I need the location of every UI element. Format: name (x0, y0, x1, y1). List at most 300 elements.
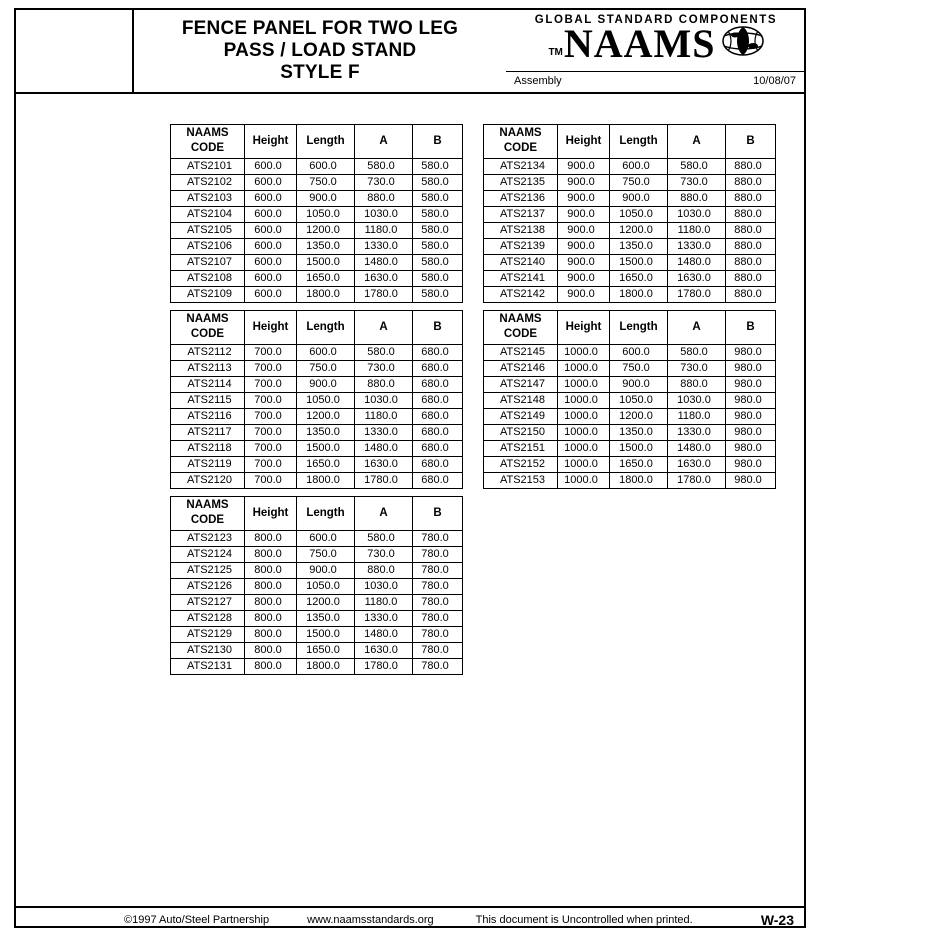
cell-a: 1630.0 (355, 643, 413, 659)
table-header-row (171, 497, 463, 531)
table-row (171, 579, 463, 595)
cell-a: 880.0 (355, 191, 413, 207)
cell-height: 600.0 (245, 223, 297, 239)
cell-height: 600.0 (245, 255, 297, 271)
table-row (171, 271, 463, 287)
table-row (171, 239, 463, 255)
cell-b: 680.0 (413, 425, 463, 441)
cell-length: 1200.0 (297, 223, 355, 239)
cell-code: ATS2153 (484, 473, 558, 489)
title-block (14, 8, 806, 94)
header-naams-code: NAAMS CODE (484, 311, 558, 345)
cell-height: 800.0 (245, 531, 297, 547)
cell-b: 880.0 (726, 175, 776, 191)
cell-length: 1800.0 (297, 659, 355, 675)
title-left-cell (14, 8, 134, 92)
page-number: W-23 (760, 912, 794, 928)
cell-a: 580.0 (355, 159, 413, 175)
table-row (171, 441, 463, 457)
table-row (484, 393, 776, 409)
cell-height: 600.0 (245, 191, 297, 207)
header-naams-code: NAAMS CODE (171, 497, 245, 531)
cell-height: 900.0 (558, 175, 610, 191)
cell-b: 580.0 (413, 255, 463, 271)
cell-height: 900.0 (558, 207, 610, 223)
cell-height: 800.0 (245, 547, 297, 563)
cell-code: ATS2107 (171, 255, 245, 271)
cell-a: 1630.0 (355, 271, 413, 287)
table-800 (170, 496, 463, 675)
cell-a: 1480.0 (668, 255, 726, 271)
cell-code: ATS2108 (171, 271, 245, 287)
cell-a: 1030.0 (668, 393, 726, 409)
cell-code: ATS2135 (484, 175, 558, 191)
cell-length: 600.0 (610, 345, 668, 361)
cell-height: 600.0 (245, 287, 297, 303)
cell-code: ATS2151 (484, 441, 558, 457)
cell-b: 580.0 (413, 223, 463, 239)
cell-length: 1500.0 (297, 441, 355, 457)
cell-code: ATS2141 (484, 271, 558, 287)
brand-tagline: GLOBAL STANDARD COMPONENTS (534, 14, 778, 26)
drawing-title (134, 8, 506, 92)
cell-code: ATS2147 (484, 377, 558, 393)
cell-height: 900.0 (558, 239, 610, 255)
cell-b: 880.0 (726, 271, 776, 287)
cell-a: 730.0 (355, 175, 413, 191)
cell-code: ATS2101 (171, 159, 245, 175)
cell-code: ATS2124 (171, 547, 245, 563)
cell-length: 1800.0 (297, 287, 355, 303)
cell-height: 900.0 (558, 255, 610, 271)
table-900 (483, 124, 776, 303)
cell-length: 600.0 (297, 345, 355, 361)
cell-length: 1500.0 (610, 255, 668, 271)
cell-a: 880.0 (668, 377, 726, 393)
header-b: B (413, 497, 463, 531)
cell-b: 980.0 (726, 457, 776, 473)
table-row (171, 393, 463, 409)
table-row (484, 425, 776, 441)
trademark-label: TM (548, 47, 563, 58)
cell-length: 1050.0 (297, 393, 355, 409)
cell-code: ATS2119 (171, 457, 245, 473)
cell-code: ATS2125 (171, 563, 245, 579)
table-header-row (484, 311, 776, 345)
cell-a: 1030.0 (668, 207, 726, 223)
cell-code: ATS2117 (171, 425, 245, 441)
cell-height: 700.0 (245, 425, 297, 441)
table-1000 (483, 310, 776, 489)
table-row (171, 611, 463, 627)
table-row (171, 191, 463, 207)
cell-length: 1500.0 (610, 441, 668, 457)
table-row (484, 409, 776, 425)
cell-length: 1650.0 (610, 271, 668, 287)
cell-height: 700.0 (245, 441, 297, 457)
table-row (171, 627, 463, 643)
cell-length: 1350.0 (610, 425, 668, 441)
cell-a: 580.0 (668, 159, 726, 175)
table-row (484, 255, 776, 271)
table-row (171, 643, 463, 659)
cell-a: 880.0 (355, 563, 413, 579)
cell-height: 900.0 (558, 223, 610, 239)
footer-note: This document is Uncontrolled when printed. (475, 914, 693, 926)
header-b: B (413, 311, 463, 345)
header-height: Height (558, 125, 610, 159)
cell-length: 900.0 (610, 377, 668, 393)
cell-a: 1780.0 (355, 473, 413, 489)
cell-code: ATS2127 (171, 595, 245, 611)
cell-a: 1630.0 (668, 271, 726, 287)
cell-length: 1350.0 (297, 611, 355, 627)
cell-height: 900.0 (558, 287, 610, 303)
table-row (484, 473, 776, 489)
cell-b: 680.0 (413, 361, 463, 377)
table-row (171, 377, 463, 393)
cell-code: ATS2118 (171, 441, 245, 457)
cell-length: 900.0 (610, 191, 668, 207)
cell-length: 600.0 (610, 159, 668, 175)
title-line-2: PASS / LOAD STAND (223, 40, 417, 61)
table-row (484, 345, 776, 361)
cell-height: 1000.0 (558, 425, 610, 441)
title-line-1: FENCE PANEL FOR TWO LEG (181, 18, 459, 39)
cell-b: 980.0 (726, 377, 776, 393)
cell-b: 580.0 (413, 207, 463, 223)
header-naams-code: NAAMS CODE (484, 125, 558, 159)
cell-height: 1000.0 (558, 345, 610, 361)
cell-a: 1480.0 (668, 441, 726, 457)
cell-code: ATS2116 (171, 409, 245, 425)
cell-b: 580.0 (413, 287, 463, 303)
cell-a: 730.0 (355, 547, 413, 563)
assembly-label: Assembly (514, 74, 562, 87)
table-row (484, 207, 776, 223)
cell-b: 780.0 (413, 579, 463, 595)
cell-length: 1200.0 (297, 595, 355, 611)
cell-code: ATS2142 (484, 287, 558, 303)
cell-a: 1630.0 (355, 457, 413, 473)
cell-b: 980.0 (726, 361, 776, 377)
cell-b: 880.0 (726, 159, 776, 175)
table-row (484, 361, 776, 377)
drawing-date: 10/08/07 (753, 74, 796, 87)
cell-a: 1630.0 (668, 457, 726, 473)
cell-height: 800.0 (245, 627, 297, 643)
cell-code: ATS2126 (171, 579, 245, 595)
cell-length: 1350.0 (297, 239, 355, 255)
cell-length: 1350.0 (610, 239, 668, 255)
table-header-row (171, 311, 463, 345)
brand-logo-row (506, 21, 806, 66)
cell-length: 750.0 (610, 361, 668, 377)
page-footer (14, 906, 806, 932)
cell-b: 880.0 (726, 223, 776, 239)
cell-code: ATS2129 (171, 627, 245, 643)
cell-a: 1330.0 (668, 239, 726, 255)
table-row (171, 595, 463, 611)
cell-code: ATS2148 (484, 393, 558, 409)
cell-length: 900.0 (297, 377, 355, 393)
cell-code: ATS2149 (484, 409, 558, 425)
cell-length: 1500.0 (297, 627, 355, 643)
cell-b: 780.0 (413, 547, 463, 563)
table-row (171, 547, 463, 563)
assembly-row (506, 71, 806, 89)
cell-a: 1480.0 (355, 627, 413, 643)
cell-length: 1650.0 (297, 457, 355, 473)
cell-code: ATS2115 (171, 393, 245, 409)
cell-length: 750.0 (297, 361, 355, 377)
cell-length: 750.0 (297, 175, 355, 191)
header-b: B (726, 311, 776, 345)
cell-code: ATS2145 (484, 345, 558, 361)
cell-code: ATS2112 (171, 345, 245, 361)
header-height: Height (245, 311, 297, 345)
cell-b: 680.0 (413, 409, 463, 425)
cell-a: 580.0 (355, 345, 413, 361)
cell-code: ATS2104 (171, 207, 245, 223)
table-row (484, 287, 776, 303)
table-row (171, 223, 463, 239)
cell-a: 1030.0 (355, 207, 413, 223)
cell-length: 1800.0 (297, 473, 355, 489)
cell-b: 980.0 (726, 425, 776, 441)
cell-a: 730.0 (668, 361, 726, 377)
table-row (484, 441, 776, 457)
table-row (484, 191, 776, 207)
cell-a: 1780.0 (668, 473, 726, 489)
header-height: Height (245, 125, 297, 159)
cell-b: 680.0 (413, 441, 463, 457)
header-length: Length (610, 311, 668, 345)
header-height: Height (558, 311, 610, 345)
cell-height: 800.0 (245, 579, 297, 595)
table-row (484, 457, 776, 473)
cell-length: 750.0 (610, 175, 668, 191)
cell-length: 1500.0 (297, 255, 355, 271)
cell-b: 680.0 (413, 377, 463, 393)
brand-name: NAAMS (563, 21, 716, 66)
cell-code: ATS2113 (171, 361, 245, 377)
cell-height: 800.0 (245, 563, 297, 579)
cell-code: ATS2152 (484, 457, 558, 473)
cell-length: 1200.0 (297, 409, 355, 425)
cell-a: 580.0 (668, 345, 726, 361)
cell-height: 800.0 (245, 595, 297, 611)
cell-height: 700.0 (245, 377, 297, 393)
table-row (171, 473, 463, 489)
table-row (171, 659, 463, 675)
cell-a: 730.0 (668, 175, 726, 191)
cell-height: 700.0 (245, 457, 297, 473)
cell-length: 900.0 (297, 191, 355, 207)
table-row (171, 531, 463, 547)
table-header-row (484, 125, 776, 159)
cell-a: 1330.0 (668, 425, 726, 441)
table-row (484, 175, 776, 191)
cell-b: 780.0 (413, 659, 463, 675)
cell-a: 1180.0 (355, 223, 413, 239)
cell-b: 980.0 (726, 441, 776, 457)
cell-a: 580.0 (355, 531, 413, 547)
cell-b: 580.0 (413, 271, 463, 287)
cell-b: 880.0 (726, 255, 776, 271)
cell-b: 880.0 (726, 287, 776, 303)
table-header-row (171, 125, 463, 159)
cell-code: ATS2136 (484, 191, 558, 207)
cell-height: 1000.0 (558, 441, 610, 457)
cell-b: 680.0 (413, 457, 463, 473)
cell-b: 680.0 (413, 473, 463, 489)
table-row (484, 223, 776, 239)
cell-b: 980.0 (726, 393, 776, 409)
table-row (484, 271, 776, 287)
cell-height: 900.0 (558, 191, 610, 207)
table-row (171, 361, 463, 377)
cell-code: ATS2140 (484, 255, 558, 271)
cell-length: 1200.0 (610, 409, 668, 425)
cell-length: 900.0 (297, 563, 355, 579)
cell-length: 1350.0 (297, 425, 355, 441)
cell-a: 1330.0 (355, 611, 413, 627)
cell-length: 1050.0 (297, 207, 355, 223)
cell-height: 900.0 (558, 159, 610, 175)
footer-url[interactable]: www.naamsstandards.org (307, 914, 434, 926)
cell-height: 800.0 (245, 659, 297, 675)
cell-code: ATS2109 (171, 287, 245, 303)
cell-code: ATS2146 (484, 361, 558, 377)
cell-height: 1000.0 (558, 457, 610, 473)
header-a: A (355, 125, 413, 159)
cell-a: 1030.0 (355, 393, 413, 409)
header-length: Length (297, 125, 355, 159)
cell-a: 1780.0 (668, 287, 726, 303)
cell-length: 1050.0 (610, 207, 668, 223)
cell-height: 700.0 (245, 345, 297, 361)
cell-height: 1000.0 (558, 409, 610, 425)
header-a: A (355, 497, 413, 531)
header-a: A (668, 125, 726, 159)
cell-a: 1330.0 (355, 425, 413, 441)
cell-b: 780.0 (413, 563, 463, 579)
cell-a: 1180.0 (355, 409, 413, 425)
cell-b: 880.0 (726, 239, 776, 255)
header-a: A (355, 311, 413, 345)
globe-icon (722, 26, 764, 61)
table-row (171, 563, 463, 579)
cell-a: 1330.0 (355, 239, 413, 255)
cell-code: ATS2130 (171, 643, 245, 659)
cell-height: 800.0 (245, 611, 297, 627)
cell-b: 580.0 (413, 191, 463, 207)
cell-height: 600.0 (245, 175, 297, 191)
cell-code: ATS2123 (171, 531, 245, 547)
cell-code: ATS2137 (484, 207, 558, 223)
table-row (171, 175, 463, 191)
cell-code: ATS2134 (484, 159, 558, 175)
cell-code: ATS2120 (171, 473, 245, 489)
tables-area (14, 94, 806, 928)
cell-b: 780.0 (413, 531, 463, 547)
table-row (171, 425, 463, 441)
cell-code: ATS2102 (171, 175, 245, 191)
cell-a: 1030.0 (355, 579, 413, 595)
cell-code: ATS2105 (171, 223, 245, 239)
cell-a: 1180.0 (355, 595, 413, 611)
cell-b: 780.0 (413, 595, 463, 611)
table-row (171, 345, 463, 361)
cell-height: 1000.0 (558, 361, 610, 377)
header-length: Length (297, 497, 355, 531)
cell-code: ATS2106 (171, 239, 245, 255)
table-row (171, 159, 463, 175)
cell-b: 980.0 (726, 473, 776, 489)
cell-height: 1000.0 (558, 393, 610, 409)
cell-height: 900.0 (558, 271, 610, 287)
cell-length: 600.0 (297, 531, 355, 547)
cell-a: 1780.0 (355, 659, 413, 675)
cell-height: 1000.0 (558, 377, 610, 393)
cell-b: 980.0 (726, 409, 776, 425)
table-row (484, 159, 776, 175)
cell-b: 880.0 (726, 207, 776, 223)
cell-length: 1050.0 (297, 579, 355, 595)
table-700 (170, 310, 463, 489)
footer-copyright: ©1997 Auto/Steel Partnership (124, 914, 270, 926)
cell-code: ATS2131 (171, 659, 245, 675)
cell-height: 700.0 (245, 393, 297, 409)
table-row (484, 377, 776, 393)
cell-b: 580.0 (413, 159, 463, 175)
cell-a: 1480.0 (355, 255, 413, 271)
brand-block (506, 8, 806, 92)
cell-b: 880.0 (726, 191, 776, 207)
title-line-3: STYLE F (280, 62, 360, 83)
cell-height: 700.0 (245, 473, 297, 489)
cell-code: ATS2139 (484, 239, 558, 255)
table-row (171, 409, 463, 425)
table-row (171, 287, 463, 303)
cell-b: 780.0 (413, 627, 463, 643)
header-length: Length (610, 125, 668, 159)
cell-code: ATS2150 (484, 425, 558, 441)
table-row (171, 255, 463, 271)
cell-length: 1650.0 (297, 271, 355, 287)
cell-length: 750.0 (297, 547, 355, 563)
header-height: Height (245, 497, 297, 531)
header-a: A (668, 311, 726, 345)
cell-a: 880.0 (355, 377, 413, 393)
cell-b: 680.0 (413, 393, 463, 409)
header-b: B (726, 125, 776, 159)
cell-length: 1650.0 (610, 457, 668, 473)
table-row (171, 457, 463, 473)
cell-a: 1180.0 (668, 409, 726, 425)
cell-a: 880.0 (668, 191, 726, 207)
header-naams-code: NAAMS CODE (171, 311, 245, 345)
cell-height: 600.0 (245, 271, 297, 287)
cell-length: 600.0 (297, 159, 355, 175)
cell-b: 580.0 (413, 239, 463, 255)
cell-code: ATS2114 (171, 377, 245, 393)
header-length: Length (297, 311, 355, 345)
cell-length: 1800.0 (610, 287, 668, 303)
cell-b: 780.0 (413, 643, 463, 659)
cell-b: 980.0 (726, 345, 776, 361)
